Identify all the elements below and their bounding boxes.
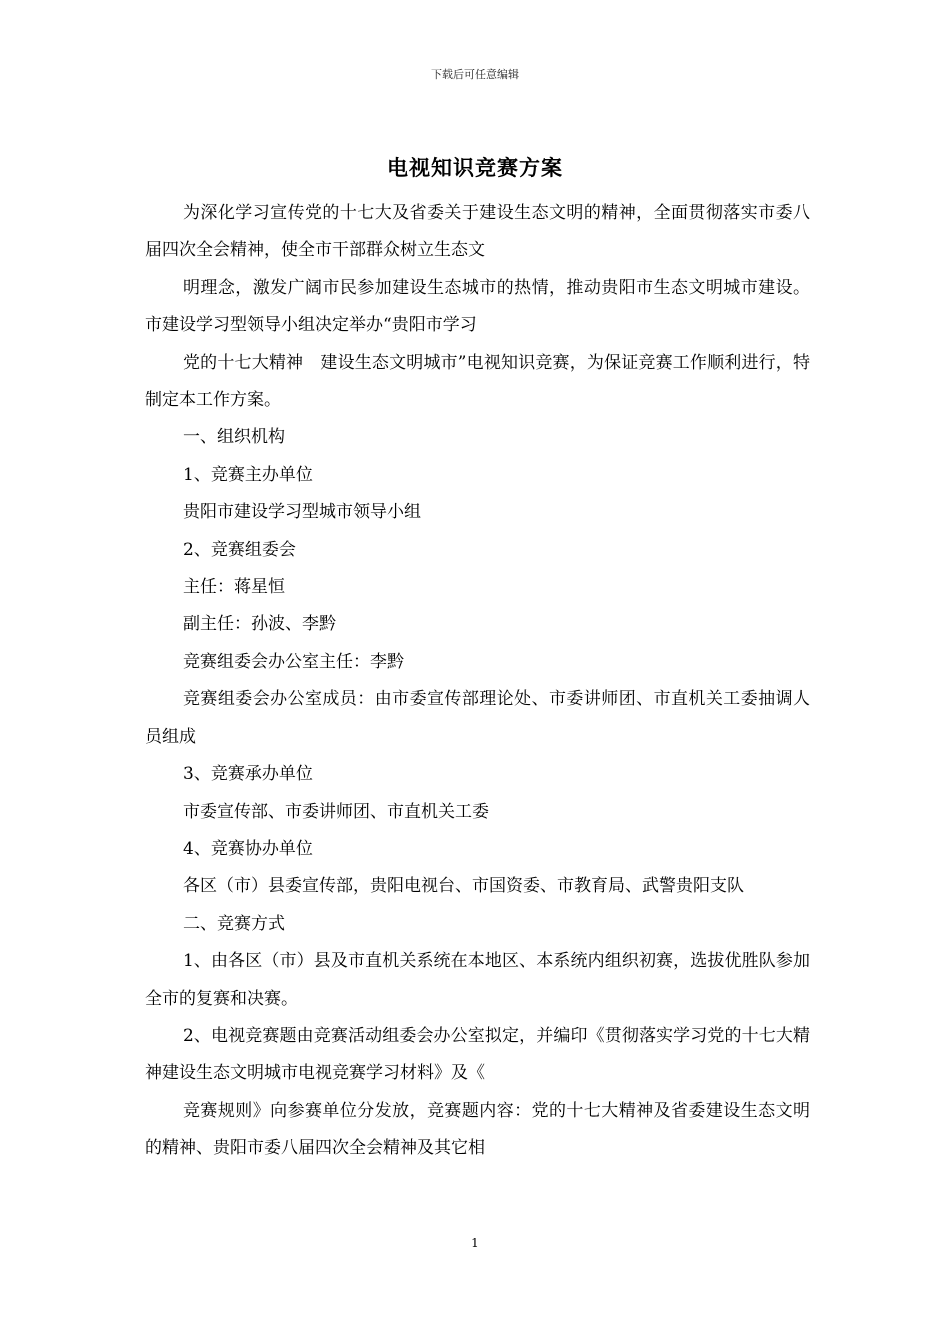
- subsection-heading: 1、竞赛主办单位: [183, 464, 313, 485]
- paragraph: 竞赛组委会办公室主任：李黔: [183, 651, 404, 672]
- paragraph: 竞赛规则》向参赛单位分发放，竞赛题内容：党的十七大精神及省委建设生态文明的精神、贵阳市委八届四次全会精神及其它相: [145, 1100, 810, 1159]
- section-heading: 二、竞赛方式: [183, 913, 285, 934]
- paragraph: 为深化学习宣传党的十七大及省委关于建设生态文明的精神，全面贯彻落实市委八届四次全会精神，使全市干部群众树立生态文: [145, 203, 810, 261]
- subsection-heading: 3、竞赛承办单位: [183, 764, 313, 785]
- paragraph: 市委宣传部、市委讲师团、市直机关工委: [183, 801, 489, 822]
- paragraph: 明理念，激发广阔市民参加建设生态城市的热情，推动贵阳市生态文明城市建设。市建设学习型领导小组决定举办“贵阳市学习: [145, 277, 810, 336]
- paragraph: 1、由各区（市）县及市直机关系统在本地区、本系统内组织初赛，选拔优胜队参加全市的复赛和决赛。: [145, 951, 810, 1009]
- paragraph: 竞赛组委会办公室成员：由市委宣传部理论处、市委讲师团、市直机关工委抽调人员组成: [145, 689, 810, 747]
- paragraph: 副主任：孙波、李黔: [183, 614, 336, 635]
- paragraph: 各区（市）县委宣传部，贵阳电视台、市国资委、市教育局、武警贵阳支队: [183, 876, 744, 897]
- document-body: [145, 195, 810, 1168]
- section-heading: 一、组织机构: [183, 427, 285, 448]
- paragraph: 2、电视竞赛题由竞赛活动组委会办公室拟定，并编印《贯彻落实学习党的十七大精神建设生态文明城市电视竞赛学习材料》及《: [145, 1025, 810, 1084]
- subsection-heading: 4、竞赛协办单位: [183, 838, 313, 859]
- subsection-heading: 2、竞赛组委会: [183, 539, 296, 560]
- document-title: 电视知识竞赛方案: [387, 155, 563, 180]
- header-note: 下载后可任意编辑: [431, 68, 519, 81]
- paragraph: 主任：蒋星恒: [183, 577, 285, 598]
- page-number: 1: [471, 1236, 479, 1250]
- paragraph: 党的十七大精神 建设生态文明城市”电视知识竞赛，为保证竞赛工作顺利进行，特制定本工作方案。: [145, 352, 810, 411]
- paragraph: 贵阳市建设学习型城市领导小组: [183, 502, 421, 523]
